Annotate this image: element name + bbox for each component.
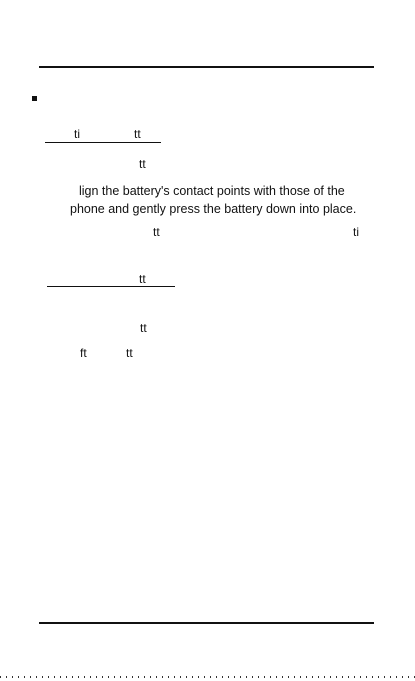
- line1-glyph: tt: [139, 157, 146, 171]
- line4-glyph-2: tt: [126, 346, 133, 360]
- heading1-underline: [45, 142, 161, 143]
- heading1-glyph-2: tt: [134, 127, 141, 141]
- battery-instruction-paragraph: [62, 182, 367, 218]
- paragraph-line-1: lign the battery's contact points with those of the: [79, 184, 345, 198]
- dotted-border: [0, 676, 415, 678]
- paragraph-line-2: phone and gently press the battery down into place.: [70, 202, 357, 216]
- square-bullet-icon: [32, 96, 37, 101]
- bottom-rule: [39, 622, 374, 624]
- top-rule: [39, 66, 374, 68]
- heading2-underline: [47, 286, 175, 287]
- heading1-glyph-1: ti: [74, 127, 80, 141]
- line3-glyph: tt: [140, 321, 147, 335]
- heading2-glyph: tt: [139, 272, 146, 286]
- line2-glyph-1: tt: [153, 225, 160, 239]
- line2-glyph-2: ti: [353, 225, 359, 239]
- line4-glyph-1: ft: [80, 346, 87, 360]
